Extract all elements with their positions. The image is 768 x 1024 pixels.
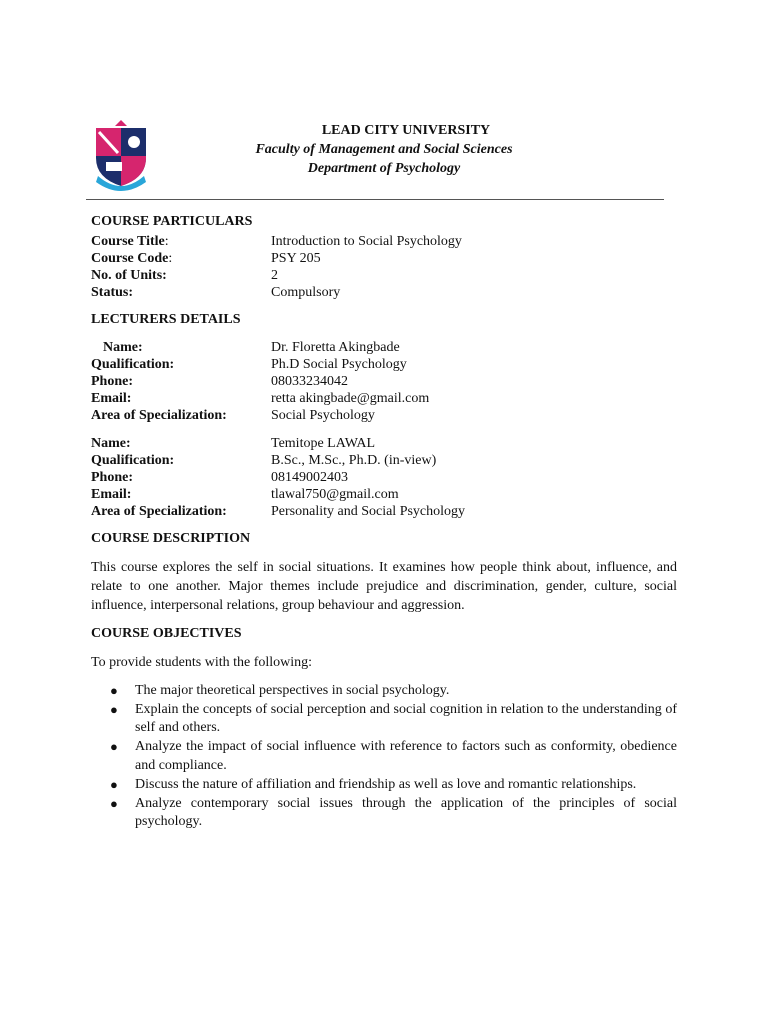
description-heading: COURSE DESCRIPTION (91, 531, 251, 546)
units-value: 2 (271, 268, 278, 283)
lecturer2-specialization: Personality and Social Psychology (271, 504, 466, 519)
bullet-icon: ● (110, 795, 118, 811)
lecturers-heading: LECTURERS DETAILS (91, 312, 241, 327)
lecturer2-name-row (91, 435, 691, 452)
lecturer1-phone-row (91, 373, 691, 390)
objectives-intro: To provide students with the following: (91, 655, 313, 670)
row-label: No. of Units: (91, 268, 167, 283)
course-code-row (91, 250, 691, 267)
course-code-value: PSY 205 (271, 251, 321, 266)
header-divider (86, 199, 664, 200)
row-label: Email: (91, 487, 132, 502)
list-item (91, 795, 677, 832)
lecturer2-email-row (91, 486, 691, 503)
lecturer2-qualification: B.Sc., M.Sc., Ph.D. (in-view) (271, 453, 437, 468)
lecturer1-name: Dr. Floretta Akingbade (271, 340, 400, 355)
list-item-text: Discuss the nature of affiliation and friendship as well as love and romantic relationships. (135, 776, 637, 792)
lecturer1-specialization-row (91, 407, 691, 424)
lecturer2-name: Temitope LAWAL (271, 436, 376, 451)
lecturer2-email: tlawal750@gmail.com (271, 487, 399, 502)
faculty-name: Faculty of Management and Social Sciences (255, 142, 513, 157)
row-label: Course Title (91, 234, 165, 249)
lecturer1-qualification: Ph.D Social Psychology (271, 357, 407, 372)
lecturer1-specialization: Social Psychology (271, 408, 375, 423)
row-label: Course Code (91, 251, 169, 266)
description-text: This course explores the self in social situations. It examines how people think about, influence, and relate to one another. Major themes include prejudice and discrimination, gender, culture, social influence, interpersonal relations, group behaviour and aggression. (91, 560, 677, 613)
department-name: Department of Psychology (307, 161, 461, 176)
lecturer2-qualification-row (91, 452, 691, 469)
lecturer1-name-row (91, 339, 691, 356)
row-label: Phone: (91, 470, 133, 485)
course-title-row (91, 233, 691, 250)
units-row (91, 267, 691, 284)
row-label: Status: (91, 285, 134, 300)
course-title-value: Introduction to Social Psychology (271, 234, 462, 249)
row-label: Name: (91, 436, 131, 451)
row-label: Area of Specialization: (91, 408, 227, 423)
list-item (91, 738, 677, 775)
list-item-text: Analyze the impact of social influence with reference to factors such as conformity, obedience and compliance. (135, 739, 677, 773)
list-item (91, 701, 677, 738)
row-label: Qualification: (91, 453, 175, 468)
lecturer1-email: retta akingbade@gmail.com (271, 391, 430, 406)
bullet-icon: ● (110, 702, 118, 717)
lecturer1-qualification-row (91, 356, 691, 373)
row-label: Qualification: (91, 357, 175, 372)
lecturer2-specialization-row (91, 503, 691, 520)
bullet-icon: ● (110, 739, 118, 755)
objectives-list (91, 682, 677, 832)
list-item (91, 682, 677, 700)
status-row (91, 284, 691, 301)
row-label: Name: (103, 340, 143, 355)
bullet-icon: ● (110, 776, 118, 792)
row-label-suffix: : (164, 234, 169, 249)
row-label: Area of Specialization: (91, 504, 227, 519)
row-label: Phone: (91, 374, 133, 389)
row-label-suffix: : (168, 251, 173, 266)
lecturer1-email-row (91, 390, 691, 407)
list-item (91, 776, 677, 794)
list-item-text: Analyze contemporary social issues through the application of the principles of social psychology. (135, 795, 677, 830)
list-item-text: Explain the concepts of social perception and social cognition in relation to the understanding of self and others. (135, 702, 677, 736)
lecturer2-phone-row (91, 469, 691, 486)
status-value: Compulsory (271, 285, 341, 300)
lecturer1-phone: 08033234042 (271, 374, 348, 389)
row-label: Email: (91, 391, 132, 406)
bullet-icon: ● (110, 683, 118, 698)
university-name: LEAD CITY UNIVERSITY (321, 123, 491, 138)
list-item-text: The major theoretical perspectives in social psychology. (135, 683, 450, 698)
lecturer2-phone: 08149002403 (271, 470, 348, 485)
course-particulars-heading: COURSE PARTICULARS (91, 214, 253, 229)
objectives-heading: COURSE OBJECTIVES (91, 626, 242, 641)
